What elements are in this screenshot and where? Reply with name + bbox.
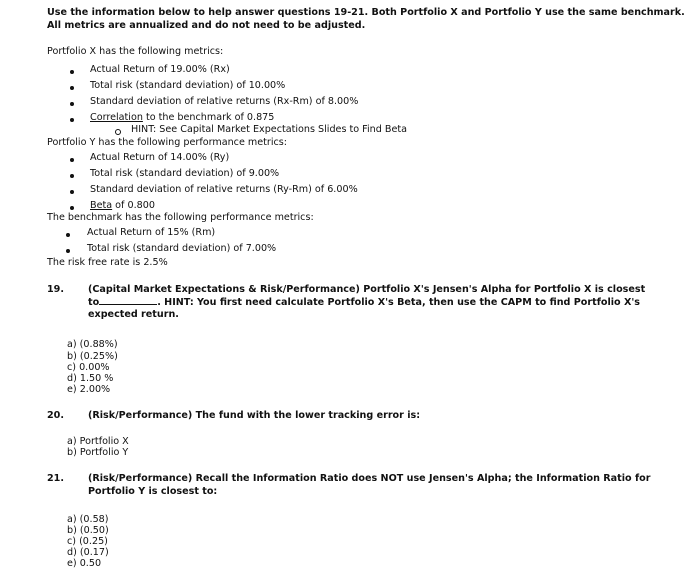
q21-text-line-1: (Risk/Performance) Recall the Information Ratio does NOT use Jensen's Alpha; the Information Ratio for bbox=[88, 473, 651, 484]
beta-term: Beta bbox=[90, 200, 113, 211]
q21-option-e: e) 0.50 bbox=[67, 558, 102, 569]
q19-text-line-3: expected return. bbox=[88, 309, 179, 320]
portfolio-y-heading: Portfolio Y has the following performance metrics: bbox=[47, 137, 288, 148]
portfolio-x-hint: HINT: See Capital Market Expectations Slides to Find Beta bbox=[131, 124, 408, 135]
q19-number: 19. bbox=[47, 284, 64, 295]
q20-option-a: a) Portfolio X bbox=[67, 436, 129, 447]
bullet-icon bbox=[70, 158, 74, 162]
benchmark-item-total-risk: Total risk (standard deviation) of 7.00% bbox=[87, 243, 277, 254]
q21-option-d: d) (0.17) bbox=[67, 547, 109, 558]
bullet-icon bbox=[70, 206, 74, 210]
q19-option-d: d) 1.50 % bbox=[67, 373, 114, 384]
portfolio-y-item-relative-sd: Standard deviation of relative returns (Ry-Rm) of 6.00% bbox=[90, 184, 358, 195]
intro-line-1: Use the information below to help answer questions 19-21. Both Portfolio X and Portfolio Y use the same benchmark. bbox=[47, 7, 685, 18]
hollow-bullet-icon bbox=[115, 129, 121, 135]
portfolio-x-item-correlation bbox=[90, 112, 274, 124]
bullet-icon bbox=[70, 86, 74, 90]
q19-option-e: e) 2.00% bbox=[67, 384, 111, 395]
bullet-icon bbox=[70, 174, 74, 178]
q21-number: 21. bbox=[47, 473, 64, 484]
benchmark-heading: The benchmark has the following performance metrics: bbox=[47, 212, 314, 223]
q21-option-c: c) (0.25) bbox=[67, 536, 108, 547]
bullet-icon bbox=[66, 249, 70, 253]
bullet-icon bbox=[70, 70, 74, 74]
correlation-term: Correlation bbox=[90, 112, 143, 123]
bullet-icon bbox=[70, 102, 74, 106]
intro-line-2: All metrics are annualized and do not need to be adjusted. bbox=[47, 20, 366, 31]
portfolio-x-item-total-risk: Total risk (standard deviation) of 10.00% bbox=[90, 80, 286, 91]
risk-free-rate: The risk free rate is 2.5% bbox=[47, 257, 168, 268]
q19-text-line-2 bbox=[88, 296, 640, 309]
q21-text-line-2: Portfolio Y is closest to: bbox=[88, 486, 218, 497]
portfolio-y-item-return: Actual Return of 14.00% (Ry) bbox=[90, 152, 230, 163]
q19-hint: . HINT: You first need calculate Portfolio X's Beta, then use the CAPM to find Portfolio X's bbox=[157, 297, 641, 308]
answer-blank bbox=[99, 296, 157, 305]
bullet-icon bbox=[70, 190, 74, 194]
q20-number: 20. bbox=[47, 410, 64, 421]
bullet-icon bbox=[66, 233, 70, 237]
correlation-value: to the benchmark of 0.875 bbox=[142, 112, 275, 123]
benchmark-item-return: Actual Return of 15% (Rm) bbox=[87, 227, 216, 238]
portfolio-y-item-beta bbox=[90, 200, 155, 212]
q20-text: (Risk/Performance) The fund with the lower tracking error is: bbox=[88, 410, 421, 421]
bullet-icon bbox=[70, 118, 74, 122]
portfolio-x-heading: Portfolio X has the following metrics: bbox=[47, 46, 224, 57]
portfolio-x-item-relative-sd: Standard deviation of relative returns (Rx-Rm) of 8.00% bbox=[90, 96, 359, 107]
portfolio-y-item-total-risk: Total risk (standard deviation) of 9.00% bbox=[90, 168, 280, 179]
q19-option-c: c) 0.00% bbox=[67, 362, 110, 373]
q21-option-a: a) (0.58) bbox=[67, 514, 109, 525]
beta-value: of 0.800 bbox=[112, 200, 155, 211]
q19-to: to bbox=[88, 297, 100, 308]
q21-option-b: b) (0.50) bbox=[67, 525, 109, 536]
portfolio-x-item-return: Actual Return of 19.00% (Rx) bbox=[90, 64, 230, 75]
q19-text-line-1: (Capital Market Expectations & Risk/Performance) Portfolio X's Jensen's Alpha for Portfolio X is closest bbox=[88, 284, 646, 295]
q19-option-a: a) (0.88%) bbox=[67, 339, 118, 350]
q19-option-b: b) (0.25%) bbox=[67, 351, 118, 362]
q20-option-b: b) Portfolio Y bbox=[67, 447, 129, 458]
